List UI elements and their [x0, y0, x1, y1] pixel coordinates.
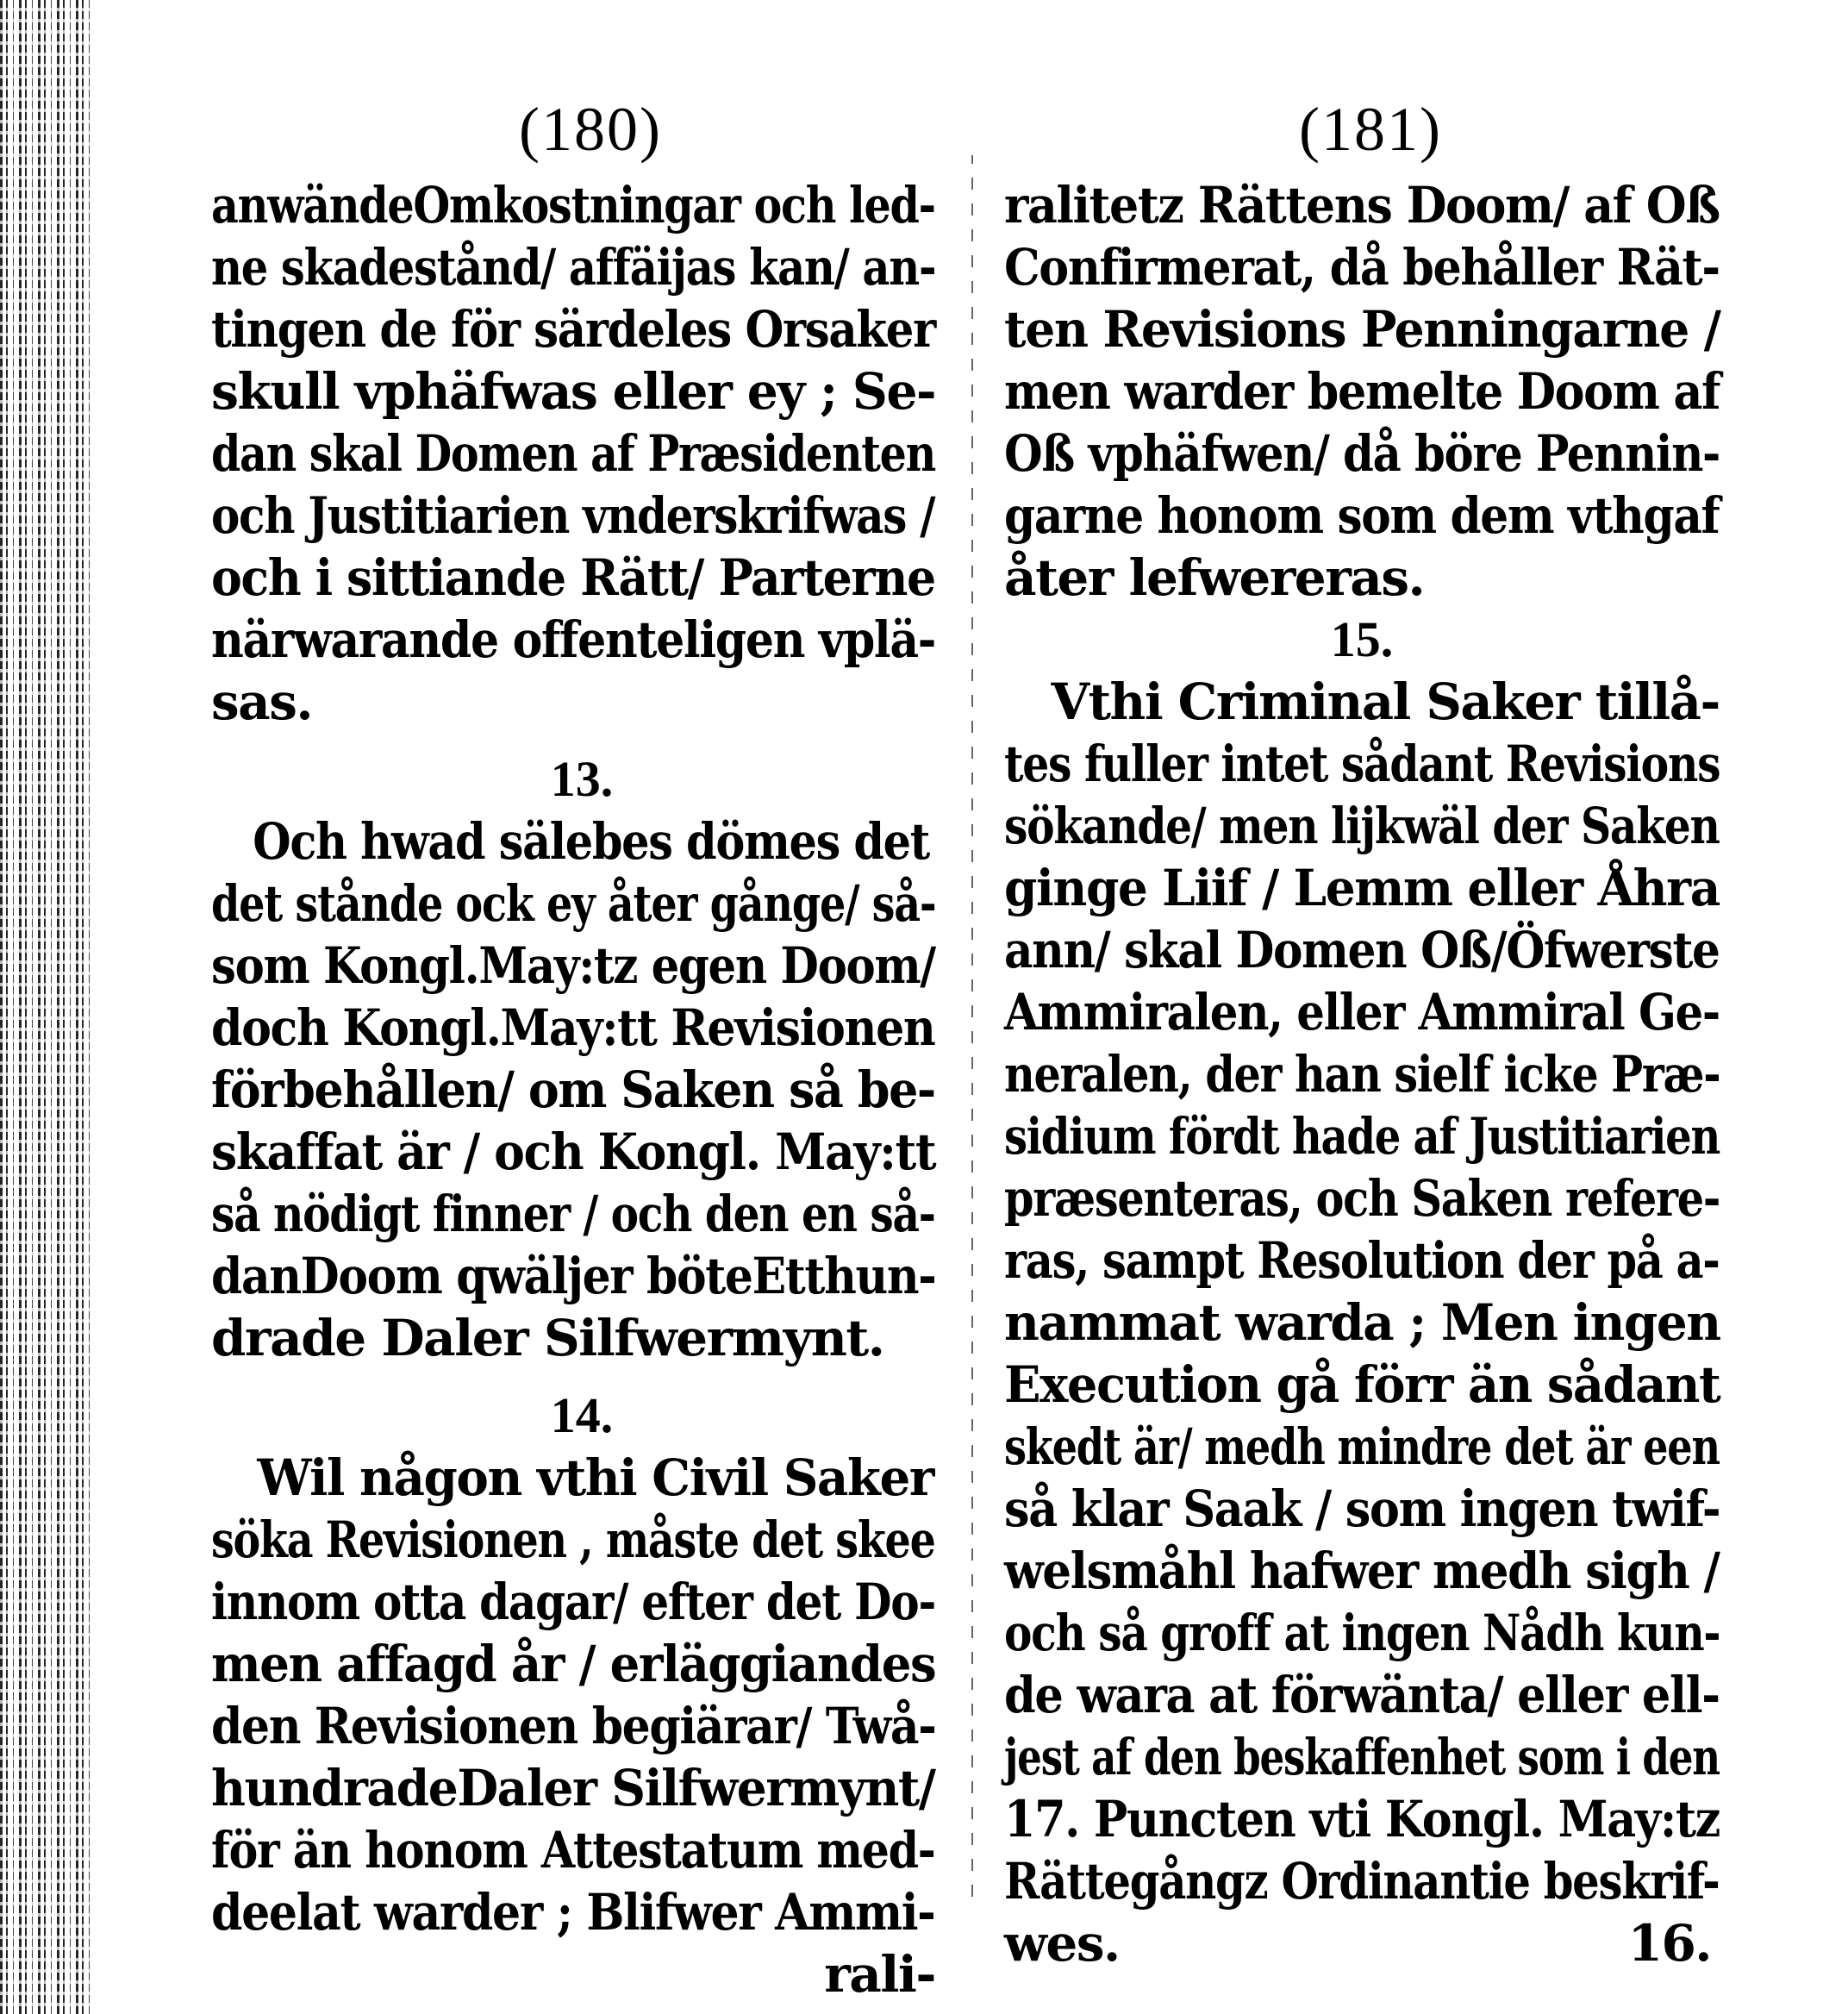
text-line: welsmåhl hafwer medh sigh / [1004, 1542, 1720, 1600]
text-line: garne honom som dem vthgaf [1004, 486, 1720, 545]
page-number-left: (180) [519, 95, 662, 164]
text-line: åter lefwereras. [1004, 548, 1425, 607]
text-line: så klar Saak / som ingen twif- [1004, 1479, 1720, 1538]
text-line: skull vphäfwas eller ey ; Se- [211, 362, 936, 421]
text-line: hundradeDaler Silfwermynt/ [211, 1759, 935, 1817]
text-line: men warder bemelte Doom af [1004, 362, 1720, 421]
text-line: doch Kongl.May:tt Revisionen [211, 998, 935, 1057]
text-line: ginge Liif / Lemm eller Åhra [1004, 859, 1720, 917]
text-line: neralen, der han sielf icke Præ- [1004, 1045, 1720, 1104]
text-line: så nödigt finner / och den en så- [211, 1185, 935, 1243]
paragraph-continued [211, 174, 935, 733]
text-line: söka Revisionen , måste det skee [211, 1510, 935, 1569]
text-line: och Justitiarien vnderskrifwas / [211, 486, 935, 545]
text-line: tes fuller intet sådant Revisions [1004, 735, 1720, 793]
text-line: Wil någon vthi Civil Saker [257, 1448, 933, 1507]
text-line: sidium fördt hade af Justitiarien [1004, 1107, 1720, 1166]
text-line: ann/ skal Domen Oß/Öfwerste [1004, 921, 1720, 979]
text-line: skaffat är / och Kongl. May:tt [211, 1123, 936, 1181]
text-line: jest af den beskaffenhet som i den [1004, 1728, 1720, 1786]
text-line: ne skadestånd/ affäijas kan/ an- [211, 238, 936, 297]
text-line: Confirmerat, då behåller Rät- [1004, 238, 1720, 297]
catchword: rali- [824, 1945, 935, 2004]
text-line: Vthi Criminal Saker tillå- [1051, 672, 1720, 731]
text-line: 17. Puncten vti Kongl. May:tz [1004, 1790, 1720, 1848]
page-gutter-divider [971, 155, 973, 1897]
text-line: Ammiralen, eller Ammiral Ge- [1004, 983, 1720, 1041]
paragraph-continued [1004, 174, 1720, 609]
text-line: Execution gå förr än sådant [1004, 1355, 1720, 1414]
text-line: Oß vphäfwen/ då böre Pennin- [1004, 424, 1720, 483]
text-line: deelat warder ; Blifwer Ammi- [211, 1883, 935, 1942]
left-page [211, 86, 935, 2005]
section-14 [211, 1385, 935, 2005]
section-15 [1004, 609, 1720, 1974]
text-line: danDoom qwäljer böteEtthun- [211, 1247, 936, 1305]
text-line: præsenteras, och Saken refere- [1004, 1169, 1720, 1228]
text-line: ralitetz Rättens Doom/ af Oß [1004, 176, 1720, 235]
page-number-right: (181) [1299, 95, 1442, 164]
text-line: anwändeOmkostningar och led- [211, 176, 935, 235]
right-page [1004, 86, 1720, 1974]
text-line: sökande/ men lijkwäl der Saken [1004, 797, 1720, 855]
section-number: 15. [1330, 611, 1394, 667]
section-13 [211, 748, 935, 1369]
text-line: det stånde ock ey åter gånge/ så- [211, 874, 936, 933]
text-line: sas. [211, 672, 313, 731]
text-line: de wara at förwänta/ eller ell- [1004, 1666, 1720, 1724]
text-line: tingen de för särdeles Orsaker [211, 300, 935, 359]
text-line: skedt är/ medh mindre det är een [1004, 1417, 1720, 1476]
text-line: som Kongl.May:tz egen Doom/ [211, 936, 935, 995]
text-line: ras, sampt Resolution der på a- [1004, 1231, 1720, 1290]
text-line: närwarande offenteligen vplä- [211, 610, 936, 669]
catchword: 16. [1627, 1914, 1711, 1973]
text-line: och så groff at ingen Nådh kun- [1004, 1604, 1720, 1662]
text-line: dan skal Domen af Præsidenten [211, 424, 935, 483]
text-line: drade Daler Silfwermynt. [211, 1309, 884, 1367]
text-line: och i sittiande Rätt/ Parterne [211, 548, 935, 607]
section-number: 14. [550, 1387, 614, 1443]
text-line: nammat warda ; Men ingen [1004, 1293, 1720, 1352]
book-binding-edge [0, 0, 95, 2014]
text-line: wes. [1004, 1914, 1120, 1973]
text-line: förbehållen/ om Saken så be- [211, 1060, 935, 1119]
text-line: innom otta dagar/ efter det Do- [211, 1573, 935, 1631]
text-line: Rättegångz Ordinantie beskrif- [1004, 1852, 1720, 1911]
text-line: ten Revisions Penningarne / [1004, 300, 1720, 359]
text-line: Och hwad sälebes dömes det [253, 812, 929, 871]
section-number: 13. [550, 751, 614, 807]
text-line: den Revisionen begiärar/ Twå- [211, 1697, 936, 1755]
text-line: men affagd år / erläggiandes [211, 1635, 936, 1693]
text-line: för än honom Attestatum med- [211, 1821, 935, 1880]
